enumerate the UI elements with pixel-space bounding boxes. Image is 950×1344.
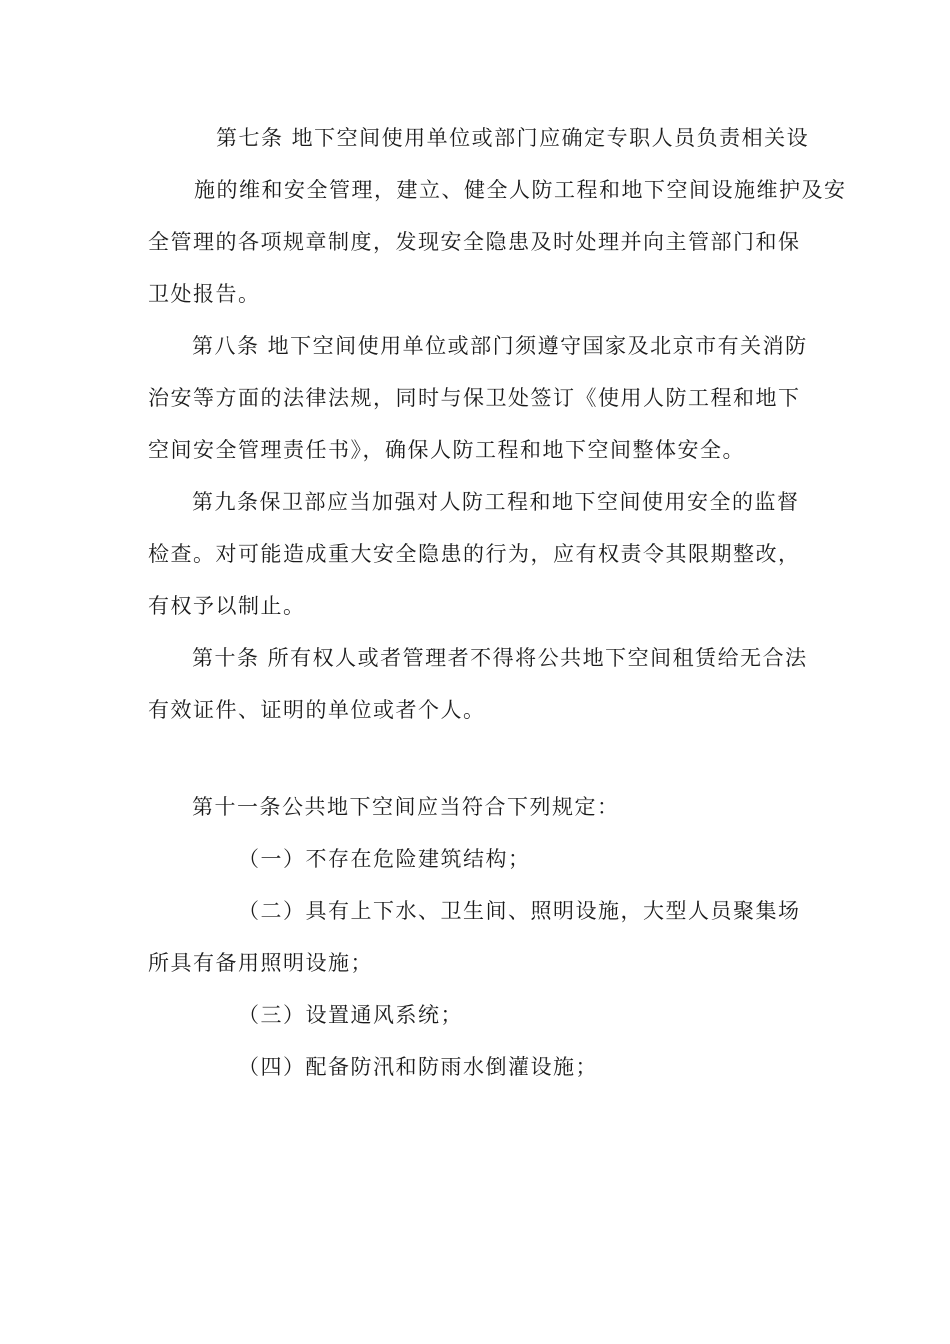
- article-7-line-2: 施的维和安全管理，建立、健全人防工程和地下空间设施维护及安: [194, 178, 847, 202]
- article-7-line-3: 全管理的各项规章制度，发现安全隐患及时处理并向主管部门和保: [148, 230, 801, 254]
- article-9-line-1: 第九条保卫部应当加强对人防工程和地下空间使用安全的监督: [192, 490, 800, 514]
- article-11-item-2-line-2: 所具有备用照明设施；: [148, 951, 373, 975]
- article-8-line-2: 治安等方面的法律法规，同时与保卫处签订《使用人防工程和地下: [148, 386, 801, 410]
- article-9-line-3: 有权予以制止。: [148, 594, 306, 618]
- article-8-line-3: 空间安全管理责任书》，确保人防工程和地下空间整体安全。: [148, 438, 745, 462]
- article-11-item-3: （三）设置通风系统；: [238, 1003, 463, 1027]
- article-11-heading: 第十一条公共地下空间应当符合下列规定：: [192, 795, 620, 819]
- article-11-item-4: （四）配备防汛和防雨水倒灌设施；: [238, 1055, 598, 1079]
- article-9-line-2: 检查。对可能造成重大安全隐患的行为，应有权责令其限期整改，: [148, 542, 801, 566]
- article-11-item-1: （一）不存在危险建筑结构；: [238, 847, 531, 871]
- article-10-line-1: 第十条 所有权人或者管理者不得将公共地下空间租赁给无合法: [192, 646, 808, 670]
- article-10-line-2: 有效证件、证明的单位或者个人。: [148, 698, 486, 722]
- article-7-line-4: 卫处报告。: [148, 282, 261, 306]
- article-7-line-1: 第七条 地下空间使用单位或部门应确定专职人员负责相关设: [216, 126, 810, 150]
- article-8-line-1: 第八条 地下空间使用单位或部门须遵守国家及北京市有关消防: [192, 334, 808, 358]
- article-11-item-2-line-1: （二）具有上下水、卫生间、照明设施，大型人员聚集场: [238, 899, 801, 923]
